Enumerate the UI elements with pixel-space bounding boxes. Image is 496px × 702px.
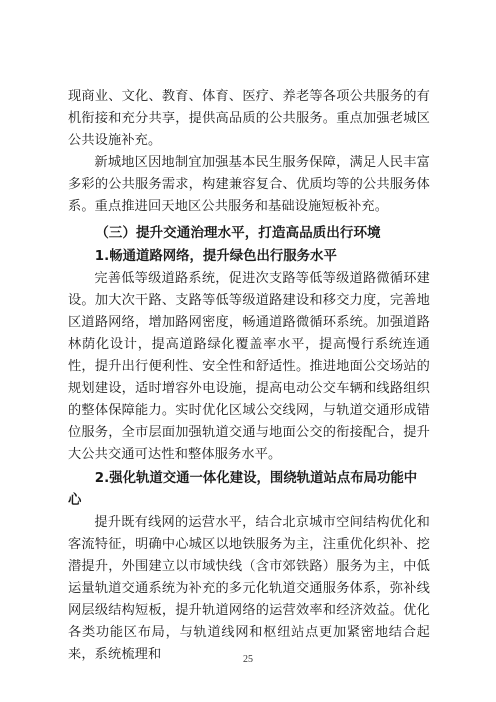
page-number: 25	[243, 654, 253, 665]
section-heading-transport: （三）提升交通治理水平，打造高品质出行环境	[95, 225, 381, 241]
subsection-heading-rail-transit: 2.强化轨道交通一体化建设，围绕轨道站点布局功能中心	[68, 471, 418, 508]
paragraph-rail-transit: 提升既有线网的运营水平，结合北京城市空间结构优化和客流特征，明确中心城区以地铁服务为主，注重优化织补、挖潜提升，外围建立以市域快线（含市郊铁路）服务为主，中低运量轨道交通系统为补充的多元化轨道交通服务体系，弥补线网层级结构短板，提升轨道网络的运营效率和经济效益。优化各类功能区布局，与轨道线网和枢纽站点更加紧密地结合起来，系统梳理和	[68, 515, 430, 662]
paragraph-new-town-services: 新城地区因地制宜加强基本民生服务保障，满足人民丰富多彩的公共服务需求，构建兼容复合、优质均等的公共服务体系。重点推进回天地区公共服务和基础设施短板补充。	[68, 155, 430, 214]
paragraph-road-network: 完善低等级道路系统，促进次支路等低等级道路微循环建设。加大次干路、支路等低等级道路建设和移交力度，完善地区道路网络，增加路网密度，畅通道路微循环系统。加强道路林荫化设计，提高道路绿化覆盖率水平，提高慢行系统连通性，提升出行便利性、安全性和舒适性。推进地面公交场站的规划建设，适时增容外电设施，提高电动公交车辆和线路组织的整体保障能力。实时优化区域公交线网，与轨道交通形成错位服务，全市层面加强轨道交通与地面公交的衔接配合，提升大公共交通可达性和整体服务水平。	[68, 271, 430, 462]
page-body	[68, 86, 430, 666]
subsection-heading-road-network: 1.畅通道路网络，提升绿色出行服务水平	[94, 249, 337, 264]
paragraph-public-services-continued: 现商业、文化、教育、体育、医疗、养老等各项公共服务的有机衔接和充分共享，提供高品质的公共服务。重点加强老城区公共设施补充。	[68, 89, 430, 148]
